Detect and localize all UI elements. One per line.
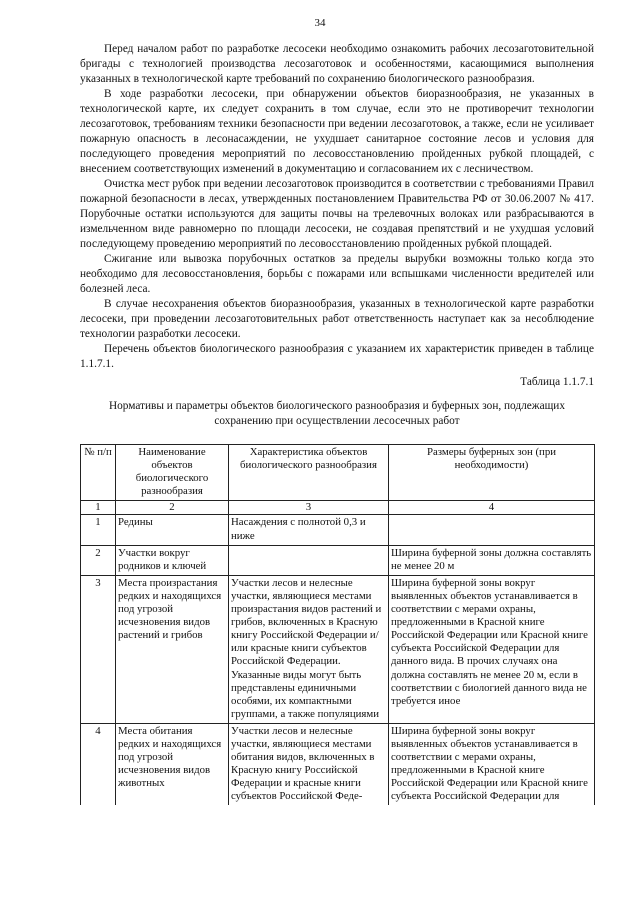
- header-name: Наименование объектов биологического разнообразия: [116, 445, 229, 501]
- table-row: [81, 723, 595, 805]
- header-buffer: Размеры буферных зон (при необходимости): [389, 445, 595, 501]
- header-characteristic: Характеристика объектов биологического разнообразия: [229, 445, 389, 501]
- row-number: 1: [81, 515, 116, 545]
- row-number: 3: [81, 575, 116, 723]
- body-text: [80, 42, 594, 805]
- paragraph-3: Очистка мест рубок при ведении лесозаготовок производится в соответствии с требованиями Правил пожарной безопасности в лесах, утвержденных постановлением Правительства РФ от 30.06.2007 № 417. Порубочные остатки используются для защиты почвы на трелевочных волоках или разбрасываются в измельченном виде равномерно по площади лесосеки, не создавая препятствий и не ухудшая условий последующему проведению мероприятий по лесовосстановлению пройденных рубкой площадей.: [80, 178, 594, 250]
- index-cell: 1: [81, 501, 116, 515]
- row-name: Редины: [116, 515, 229, 545]
- row-number: 4: [81, 723, 116, 805]
- row-buffer: Ширина буферной зоны вокруг выявленных объектов устанавливается в соответствии с мерами охраны, предложенными в Красной книге Российской Федерации или Красной книге субъекта Российской Федерации для данного вида. В прочих случаях она должна составлять не менее 20 м, если в соответствии с биологией данного вида не требуется иное: [389, 575, 595, 723]
- row-characteristic: [229, 545, 389, 575]
- table-row: [81, 575, 595, 723]
- row-name: Места обитания редких и находящихся под угрозой исчезновения видов животных: [116, 723, 229, 805]
- page-number: 34: [314, 17, 326, 29]
- row-name: Участки вокруг родников и ключей: [116, 545, 229, 575]
- index-cell: 4: [389, 501, 595, 515]
- table-label: Таблица 1.1.7.1: [520, 376, 594, 388]
- row-number: 2: [81, 545, 116, 575]
- paragraph-5: В случае несохранения объектов биоразнообразия, указанных в технологической карте разработки лесосеки, при проведении лесозаготовительных работ ответственность наступает как за несоблюдение технологии разработки лесосеки.: [80, 298, 594, 340]
- row-buffer: Ширина буферной зоны вокруг выявленных объектов устанавливается в соответствии с мерами охраны, предложенными в Красной книге Российской Федерации или Красной книге субъекта Российской Федерации для: [389, 723, 595, 805]
- row-characteristic: Участки лесов и нелесные участки, являющиеся местами обитания видов, включенных в Красную книгу Российской Федерации и красные книги субъектов Российской Феде-: [229, 723, 389, 805]
- paragraph-4: Сжигание или вывозка порубочных остатков за пределы вырубки возможны только когда это необходимо для лесовосстановления, борьбы с пожарами или вспышками численности вредителей или болезней леса.: [80, 253, 594, 295]
- table-header-row: [81, 445, 595, 501]
- table-row: [81, 515, 595, 545]
- table-title: Нормативы и параметры объектов биологического разнообразия и буферных зон, подлежащих сохранению при осуществлении лесосечных работ: [108, 400, 565, 427]
- table-row: [81, 545, 595, 575]
- paragraph-1: Перед началом работ по разработке лесосеки необходимо ознакомить рабочих лесозаготовительной бригады с технологией производства лесозаготовок и особенностями, касающимися выполнения указанных в технологической карте требований по сохранению биологического разнообразия.: [80, 43, 594, 85]
- row-name: Места произрастания редких и находящихся под угрозой исчезновения видов растений и грибов: [116, 575, 229, 723]
- row-characteristic: Насаждения с полнотой 0,3 и ниже: [229, 515, 389, 545]
- index-cell: 2: [116, 501, 229, 515]
- row-buffer: [389, 515, 595, 545]
- header-number: № п/п: [81, 445, 116, 501]
- biodiversity-table: [80, 444, 595, 805]
- index-cell: 3: [229, 501, 389, 515]
- paragraph-6: Перечень объектов биологического разнообразия с указанием их характеристик приведен в таблице 1.1.7.1.: [80, 343, 594, 370]
- table-index-row: [81, 501, 595, 515]
- paragraph-2: В ходе разработки лесосеки, при обнаружении объектов биоразнообразия, не указанных в технологической карте, их следует сохранить в том случае, если это не противоречит технологии лесозаготовок, требованиям техники безопасности при ведении лесозаготовок, а также, если не усиливает пожарную опасность в лесонасаждении, не ухудшает санитарное состояние лесов и условия для последующего проведения мероприятий по лесовосстановлению пройденных рубкой площадей, с внесением соответствующих изменений в документацию и согласованием их с лесничеством.: [80, 88, 594, 175]
- row-buffer: Ширина буферной зоны должна составлять не менее 20 м: [389, 545, 595, 575]
- row-characteristic: Участки лесов и нелесные участки, являющиеся местами произрастания видов растений и грибов, включенных в Красную книгу Российской Федерации и/или красные книги субъектов Российской Федерации. Указанные виды могут быть представлены единичными особями, их компактными группами, а также популяциями: [229, 575, 389, 723]
